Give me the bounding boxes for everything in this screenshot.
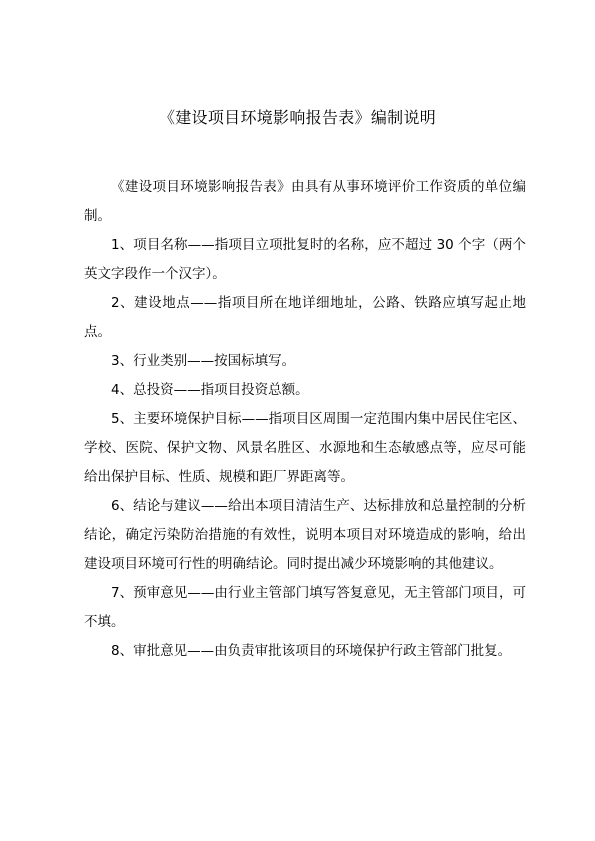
item-approval-opinion: 8、审批意见——由负责审批该项目的环境保护行政主管部门批复。: [111, 643, 512, 659]
item-protection-targets: 5、主要环境保护目标——指项目区周围一定范围内集中居民住宅区、学校、医院、保护文物、风景名胜区、水源地和生态敏感点等，应尽可能给出保护目标、性质、规模和距厂界距离等。: [84, 411, 526, 485]
document-title: 《建设项目环境影响报告表》编制说明: [158, 108, 437, 127]
item-total-investment: 4、总投资——指项目投资总额。: [111, 382, 309, 398]
document-body: [84, 173, 526, 666]
item-project-name: 1、项目名称——指项目立项批复时的名称，应不超过 30 个字（两个英文字段作一个汉字）。: [84, 237, 526, 282]
intro-paragraph: 《建设项目环境影响报告表》由具有从事环境评价工作资质的单位编制。: [84, 179, 526, 224]
item-conclusion-suggestions: 6、结论与建议——给出本项目清洁生产、达标排放和总量控制的分析结论，确定污染防治措施的有效性，说明本项目对环境造成的影响，给出建设项目环境可行性的明确结论。同时提出减少环境影响的其他建议。: [84, 498, 526, 572]
item-industry-category: 3、行业类别——按国标填写。: [111, 353, 296, 369]
item-construction-site: 2、建设地点——指项目所在地详细地址，公路、铁路应填写起止地点。: [84, 295, 526, 340]
item-preliminary-review: 7、预审意见——由行业主管部门填写答复意见，无主管部门项目，可不填。: [84, 585, 526, 630]
